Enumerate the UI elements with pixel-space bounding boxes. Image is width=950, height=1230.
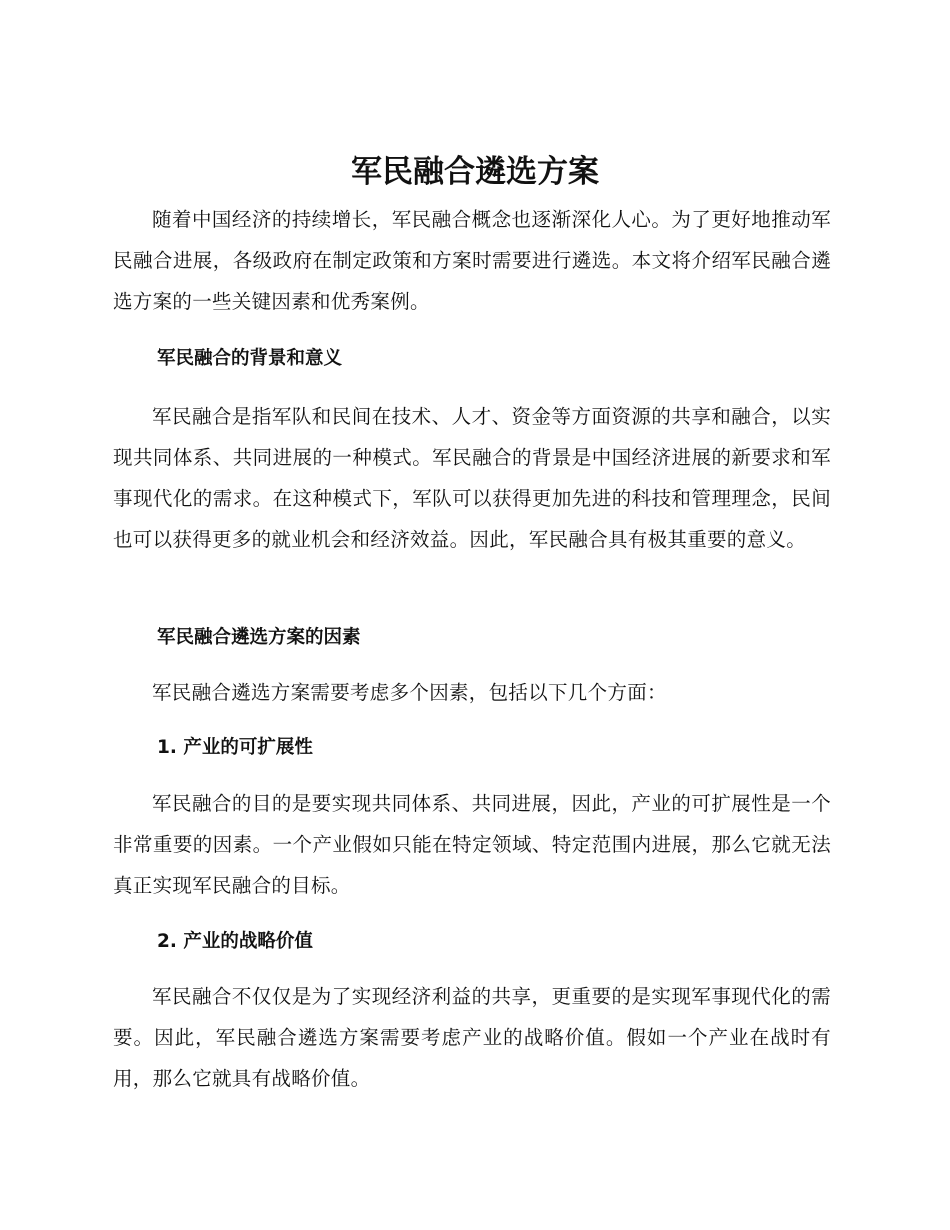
section-heading-background: 军民融合的背景和意义 [157,348,343,369]
section-heading-factors: 军民融合遴选方案的因素 [157,627,361,648]
section-paragraph-strategic-value: 军民融合不仅仅是为了实现经济利益的共享，更重要的是实现军事现代化的需要。因此，军民融合遴选方案需要考虑产业的战略价值。假如一个产业在战时有用，那么它就具有战略价值。 [113,985,831,1090]
intro-paragraph: 随着中国经济的持续增长，军民融合概念也逐渐深化人心。为了更好地推动军民融合进展，各级政府在制定政策和方案时需要进行遴选。本文将介绍军民融合遴选方案的一些关键因素和优秀案例。 [113,208,831,313]
section-paragraph-background: 军民融合是指军队和民间在技术、人才、资金等方面资源的共享和融合，以实现共同体系、共同进展的一种模式。军民融合的背景是中国经济进展的新要求和军事现代化的需求。在这种模式下，军队可以获得更加先进的科技和管理理念，民间也可以获得更多的就业机会和经济效益。因此，军民融合具有极其重要的意义。 [113,405,831,551]
section-paragraph-factors: 军民融合遴选方案需要考虑多个因素，包括以下几个方面： [152,681,667,704]
section-heading-scalability: 1. 产业的可扩展性 [157,737,313,758]
section-paragraph-scalability: 军民融合的目的是要实现共同体系、共同进展，因此，产业的可扩展性是一个非常重要的因素。一个产业假如只能在特定领域、特定范围内进展，那么它就无法真正实现军民融合的目标。 [113,792,831,897]
document-title: 军民融合遴选方案 [351,154,599,190]
section-heading-strategic-value: 2. 产业的战略价值 [157,931,313,952]
